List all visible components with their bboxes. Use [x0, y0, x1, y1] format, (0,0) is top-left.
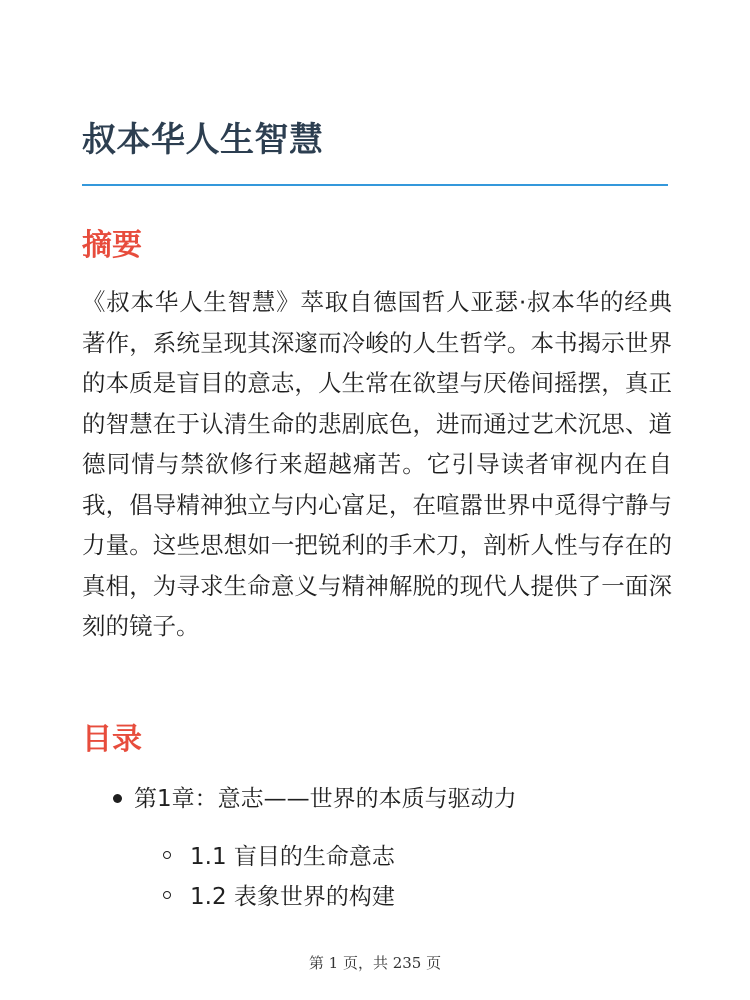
- toc-heading: 目录: [82, 722, 142, 757]
- bullet-disc-icon: [113, 794, 122, 803]
- abstract-paragraph: 《叔本华人生智慧》萃取自德国哲人亚瑟·叔本华的经典著作，系统呈现其深邃而冷峻的人生哲学。本书揭示世界的本质是盲目的意志，人生常在欲望与厌倦间摇摆，真正的智慧在于认清生命的悲剧底色，进而通过艺术沉思、道德同情与禁欲修行来超越痛苦。它引导读者审视内在自我，倡导精神独立与内心富足，在喧嚣世界中觅得宁静与力量。这些思想如一把锐利的手术刀，剖析人性与存在的真相，为寻求生命意义与精神解脱的现代人提供了一面深刻的镜子。: [82, 288, 672, 640]
- toc-section-1-1[interactable]: 1.1 盲目的生命意志: [190, 844, 395, 870]
- bullet-circle-icon: [163, 891, 171, 899]
- toc-chapter-1[interactable]: 第1章：意志——世界的本质与驱动力: [134, 786, 517, 812]
- toc-section-1-2[interactable]: 1.2 表象世界的构建: [190, 884, 395, 910]
- page-number-footer: 第 1 页，共 235 页: [308, 954, 442, 972]
- title-divider: [82, 184, 668, 186]
- bullet-circle-icon: [163, 851, 171, 859]
- page-title: 叔本华人生智慧: [82, 120, 324, 160]
- abstract-heading: 摘要: [82, 228, 142, 263]
